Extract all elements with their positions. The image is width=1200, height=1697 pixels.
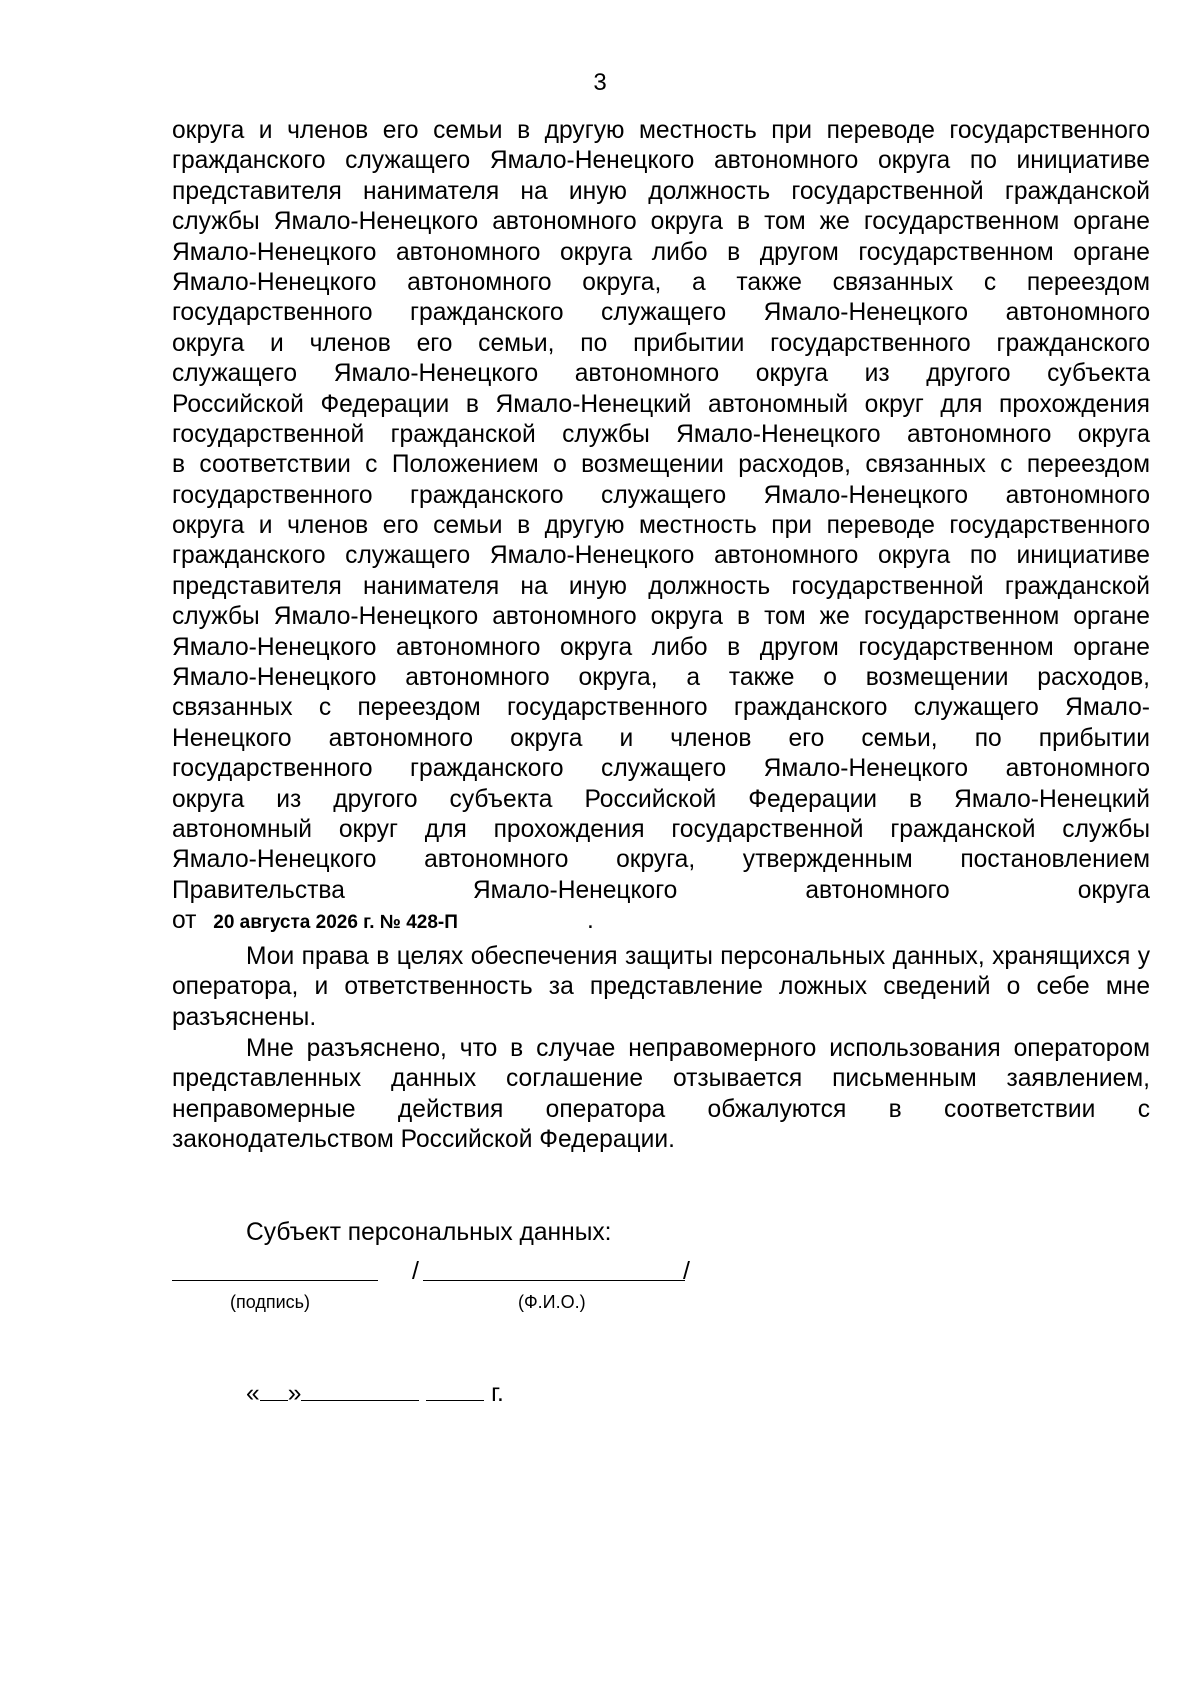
decree-prefix: от [172,907,197,934]
body-line: службы Ямало-Ненецкого автономного округа в том же государственном органе [172,603,1150,631]
caption-full-name: (Ф.И.О.) [518,1292,586,1312]
body-line: связанных с переездом государственного гражданского служащего Ямало- [172,694,1150,722]
date-row [246,1378,504,1409]
decree-line [172,906,1150,938]
document-body [172,116,1150,906]
body-line: гражданского служащего Ямало-Ненецкого автономного округа по инициативе [172,542,1150,570]
body-line: Ямало-Ненецкого автономного округа либо в другом государственном органе [172,633,1150,661]
body-line: округа и членов его семьи в другую местность при переводе государственного [172,117,1150,144]
body-line: Ненецкого автономного округа и членов его семьи, по прибытии [172,724,1150,752]
year-suffix: г. [491,1380,504,1407]
body-line: представителя нанимателя на иную должность государственной гражданской [172,177,1150,205]
close-quote: » [287,1380,302,1407]
body-line: Ямало-Ненецкого автономного округа, утвержденным постановлением [172,846,1150,874]
slash-open: / [412,1257,419,1285]
decree-stamp: 20 августа 2026 г. № 428-П [213,912,458,933]
paragraph-revoke: Мне разъяснено, что в случае неправомерного использования оператором представленных данных соглашение отзывается письменным заявлением, неправомерные действия оператора обжалуются в соответствии с законодательством Российской Федерации. [172,1035,1150,1154]
body-line: гражданского служащего Ямало-Ненецкого автономного округа по инициативе [172,147,1150,175]
day-field[interactable] [260,1378,288,1401]
body-line: представителя нанимателя на иную должность государственной гражданской [172,572,1150,600]
decree-period: . [587,907,594,934]
paragraph-rights: Мои права в целях обеспечения защиты персональных данных, хранящихся у оператора, и ответственность за представление ложных сведений о себе мне разъяснены. [172,943,1150,1031]
body-line: Ямало-Ненецкого автономного округа, а также связанных с переездом [172,268,1150,296]
body-line: службы Ямало-Ненецкого автономного округа в том же государственном органе [172,208,1150,236]
body-line: служащего Ямало-Ненецкого автономного округа из другого субъекта [172,360,1150,388]
caption-signature: (подпись) [230,1292,311,1312]
open-quote: « [246,1380,260,1407]
body-line: Ямало-Ненецкого автономного округа либо в другом государственном органе [172,238,1150,266]
month-field[interactable] [301,1378,419,1401]
slash-close: / [683,1257,690,1285]
body-line: округа и членов его семьи в другую местность при переводе государственного [172,512,1150,540]
full-name-field[interactable] [423,1280,685,1281]
body-line: Правительства Ямало-Ненецкого автономного округа [172,876,1150,904]
body-line: государственного гражданского служащего Ямало-Ненецкого автономного [172,481,1150,509]
body-line: Ямало-Ненецкого автономного округа, а также о возмещении расходов, [172,664,1150,692]
body-line: государственного гражданского служащего Ямало-Ненецкого автономного [172,299,1150,327]
body-line: государственного гражданского служащего Ямало-Ненецкого автономного [172,755,1150,783]
year-field[interactable] [426,1378,484,1401]
body-line: государственной гражданской службы Ямало-Ненецкого автономного округа [172,420,1150,448]
body-line: автономный округ для прохождения государственной гражданской службы [172,815,1150,843]
body-line: округа из другого субъекта Российской Федерации в Ямало-Ненецкий [172,785,1150,813]
body-line: округа и членов его семьи, по прибытии государственного гражданского [172,329,1150,357]
subject-label: Субъект персональных данных: [246,1219,612,1246]
signature-field[interactable] [172,1280,378,1281]
body-line: в соответствии с Положением о возмещении расходов, связанных с переездом [172,451,1150,479]
page-number: 3 [593,69,607,96]
body-line: Российской Федерации в Ямало-Ненецкий автономный округ для прохождения [172,390,1150,418]
